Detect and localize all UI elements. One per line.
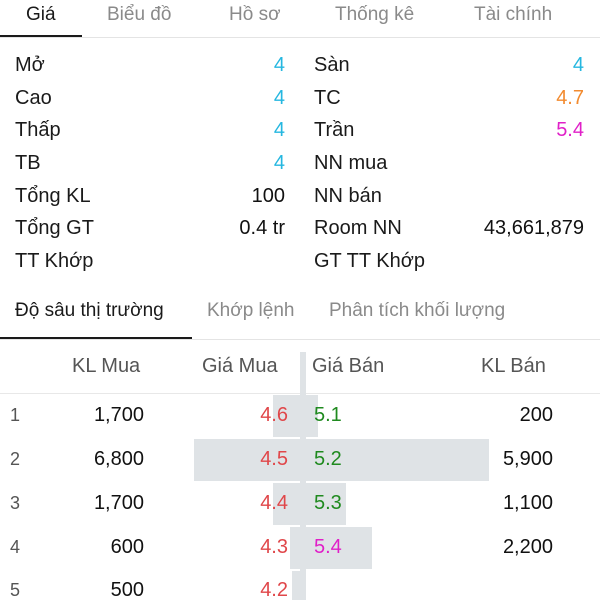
label-foreign-buy: NN mua <box>314 152 388 174</box>
bid-volume: 600 <box>110 536 144 558</box>
ask-price: 5.2 <box>314 448 342 470</box>
label-total-value: Tổng GT <box>15 217 94 239</box>
label-floor: Sàn <box>314 54 350 76</box>
header-bid-price: Giá Mua <box>202 355 278 377</box>
label-total-volume: Tổng KL <box>15 185 91 207</box>
bid-price: 4.3 <box>260 536 288 558</box>
ask-volume: 200 <box>519 404 553 426</box>
tab-thong-ke[interactable]: Thống kê <box>335 4 415 25</box>
bid-volume: 1,700 <box>93 404 144 426</box>
label-foreign-room: Room NN <box>314 217 402 239</box>
label-average: TB <box>15 152 41 174</box>
bid-price: 4.5 <box>260 448 288 470</box>
label-high: Cao <box>15 87 52 109</box>
label-reference: TC <box>314 87 341 109</box>
row-index: 1 <box>10 405 21 425</box>
ask-price: 5.3 <box>314 492 342 514</box>
header-ask-price: Giá Bán <box>312 355 385 377</box>
bid-volume: 1,700 <box>93 492 144 514</box>
row-index: 2 <box>10 449 21 469</box>
tab-bieu-do[interactable]: Biểu đồ <box>107 4 172 25</box>
top-tab-bar <box>0 0 600 38</box>
tab-tai-chinh[interactable]: Tài chính <box>474 4 553 25</box>
ask-volume: 5,900 <box>502 448 553 470</box>
value-average: 4 <box>273 152 285 174</box>
row-index: 3 <box>10 493 21 513</box>
header-bid-volume: KL Mua <box>72 355 141 377</box>
subtab-divider <box>0 339 600 340</box>
subtab-market-depth[interactable]: Độ sâu thị trường <box>15 300 164 321</box>
tab-gia[interactable]: Giá <box>26 4 56 25</box>
label-ceiling: Trần <box>314 119 355 141</box>
bid-depth-bar-5 <box>292 571 300 600</box>
tab-divider <box>0 37 600 38</box>
value-reference: 4.7 <box>556 87 584 109</box>
label-open: Mở <box>15 54 45 76</box>
bid-price: 4.2 <box>260 579 288 601</box>
ask-price: 5.4 <box>314 536 342 558</box>
label-tt-khop: TT Khớp <box>15 250 94 272</box>
bid-volume: 6,800 <box>93 448 144 470</box>
value-total-value: 0.4 tr <box>239 217 285 239</box>
value-low: 4 <box>273 119 285 141</box>
ask-price: 5.1 <box>314 404 342 426</box>
label-gt-tt-khop: GT TT Khớp <box>314 250 425 272</box>
ask-volume: 1,100 <box>502 492 553 514</box>
bid-price: 4.6 <box>260 404 288 426</box>
row-index: 4 <box>10 537 21 557</box>
subtab-matched-orders[interactable]: Khớp lệnh <box>207 300 295 321</box>
bid-depth-bar-4 <box>290 527 300 569</box>
value-high: 4 <box>273 87 285 109</box>
header-ask-volume: KL Bán <box>481 355 546 377</box>
value-total-volume: 100 <box>251 185 285 207</box>
value-foreign-room: 43,661,879 <box>483 217 584 239</box>
tab-ho-so[interactable]: Hồ sơ <box>229 4 281 25</box>
label-foreign-sell: NN bán <box>314 185 382 207</box>
label-low: Thấp <box>15 119 61 141</box>
value-floor: 4 <box>572 54 584 76</box>
ask-volume: 2,200 <box>502 536 553 558</box>
bid-volume: 500 <box>110 579 144 601</box>
value-open: 4 <box>273 54 285 76</box>
value-ceiling: 5.4 <box>556 119 584 141</box>
bid-price: 4.4 <box>260 492 288 514</box>
subtab-volume-analysis[interactable]: Phân tích khối lượng <box>329 300 506 321</box>
row-index: 5 <box>10 580 21 600</box>
